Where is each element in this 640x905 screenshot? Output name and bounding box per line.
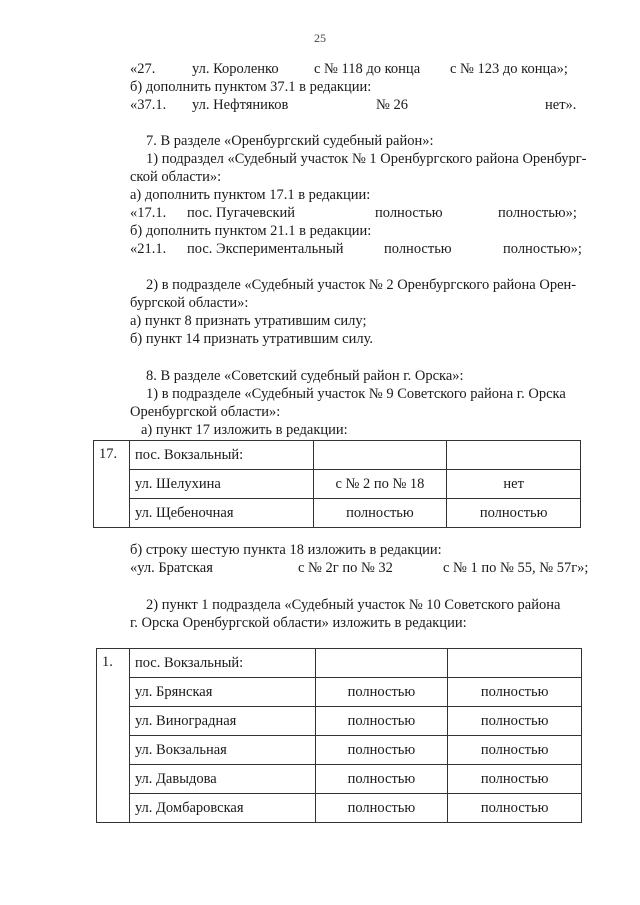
row-37-1-none: нет». [545, 97, 577, 113]
table-row [94, 499, 581, 528]
table-item-number: 17. [94, 441, 130, 528]
table-row [97, 794, 582, 823]
section-7-b: б) дополнить пунктом 21.1 в редакции: [130, 223, 372, 239]
table-cell-name: ул. Давыдова [129, 765, 315, 794]
table-cell-odd: полностью [313, 499, 447, 528]
section-7-a: а) дополнить пунктом 17.1 в редакции: [130, 187, 371, 203]
table-cell-odd: полностью [315, 794, 448, 823]
row-37-1-street: ул. Нефтяников [192, 97, 289, 113]
row-21-1-even: полностью»; [503, 241, 582, 257]
section-7-p1-line2: ской области»: [130, 169, 222, 185]
table-row [97, 765, 582, 794]
table-cell-even [447, 441, 581, 470]
table-row [97, 678, 582, 707]
section-7-heading: 7. В разделе «Оренбургский судебный район»: [146, 133, 434, 149]
row-17-1-num: «17.1. [130, 205, 167, 221]
row-21-1-street: пос. Экспериментальный [187, 241, 344, 257]
section-8-a: а) пункт 17 изложить в редакции: [141, 422, 348, 438]
section-8-p1-line2: Оренбургской области»: [130, 404, 281, 420]
table-row [94, 470, 581, 499]
table-cell-odd [313, 441, 447, 470]
section-8-heading: 8. В разделе «Советский судебный район г. Орска»: [146, 368, 464, 384]
row-27-street: ул. Короленко [192, 61, 279, 77]
table-section-8-subsection-10 [96, 648, 582, 823]
row-21-1-num: «21.1. [130, 241, 167, 257]
section-7-p2-line2: бургской области»: [130, 295, 249, 311]
section-7-p2a: а) пункт 8 признать утратившим силу; [130, 313, 367, 329]
row-21-1-odd: полностью [384, 241, 452, 257]
section-7-p2-line1: 2) в подразделе «Судебный участок № 2 Оренбургского района Орен- [146, 277, 577, 293]
table-item-number: 1. [97, 649, 130, 823]
table-cell-odd: полностью [315, 736, 448, 765]
section-8-p2-line1: 2) пункт 1 подраздела «Судебный участок № 10 Советского района [146, 597, 561, 613]
table-cell-name: ул. Вокзальная [129, 736, 315, 765]
row-17-1-street: пос. Пугачевский [187, 205, 296, 221]
table-cell-even: полностью [447, 499, 581, 528]
row-bratskaya-even: с № 1 по № 55, № 57г»; [443, 560, 589, 576]
table-cell-even: полностью [448, 678, 582, 707]
row-17-1-even: полностью»; [498, 205, 577, 221]
row-27-num: «27. [130, 61, 156, 77]
table-cell-even: полностью [448, 736, 582, 765]
table-cell-odd: полностью [315, 707, 448, 736]
table-cell-even: полностью [448, 794, 582, 823]
table-row [97, 649, 582, 678]
section-7-p1-line1: 1) подраздел «Судебный участок № 1 Оренбургского района Оренбург- [146, 151, 587, 167]
table-cell-even: нет [447, 470, 581, 499]
row-bratskaya-street: «ул. Братская [130, 560, 213, 576]
table-cell-name: ул. Брянская [129, 678, 315, 707]
table-cell-name: ул. Щебеночная [129, 499, 313, 528]
table-cell-name: ул. Виноградная [129, 707, 315, 736]
row-37-1-house: № 26 [376, 97, 408, 113]
section-7-p2b: б) пункт 14 признать утратившим силу. [130, 331, 374, 347]
table-cell-name: ул. Шелухина [129, 470, 313, 499]
table-cell-odd: полностью [315, 678, 448, 707]
row-37-1-num: «37.1. [130, 97, 167, 113]
table-cell-name: ул. Домбаровская [129, 794, 315, 823]
table-section-8-item-17 [93, 440, 581, 528]
table-row [97, 707, 582, 736]
table-cell-odd [315, 649, 448, 678]
table-cell-name: пос. Вокзальный: [129, 441, 313, 470]
table-cell-odd: с № 2 по № 18 [313, 470, 447, 499]
page-number: 25 [314, 31, 326, 45]
add-37-1-line: б) дополнить пунктом 37.1 в редакции: [130, 79, 372, 95]
table-row [97, 736, 582, 765]
row-bratskaya-odd: с № 2г по № 32 [298, 560, 393, 576]
table-cell-even: полностью [448, 765, 582, 794]
table-cell-odd: полностью [315, 765, 448, 794]
section-8-p1-line1: 1) в подразделе «Судебный участок № 9 Советского района г. Орска [146, 386, 566, 402]
table-row [94, 441, 581, 470]
section-8-p2-line2: г. Орска Оренбургской области» изложить в редакции: [130, 615, 467, 631]
row-27-odd: с № 118 до конца [314, 61, 421, 77]
row-27-even: с № 123 до конца»; [450, 61, 568, 77]
table-cell-even: полностью [448, 707, 582, 736]
section-8-b: б) строку шестую пункта 18 изложить в редакции: [130, 542, 442, 558]
table-cell-name: пос. Вокзальный: [129, 649, 315, 678]
row-17-1-odd: полностью [375, 205, 443, 221]
table-cell-even [448, 649, 582, 678]
